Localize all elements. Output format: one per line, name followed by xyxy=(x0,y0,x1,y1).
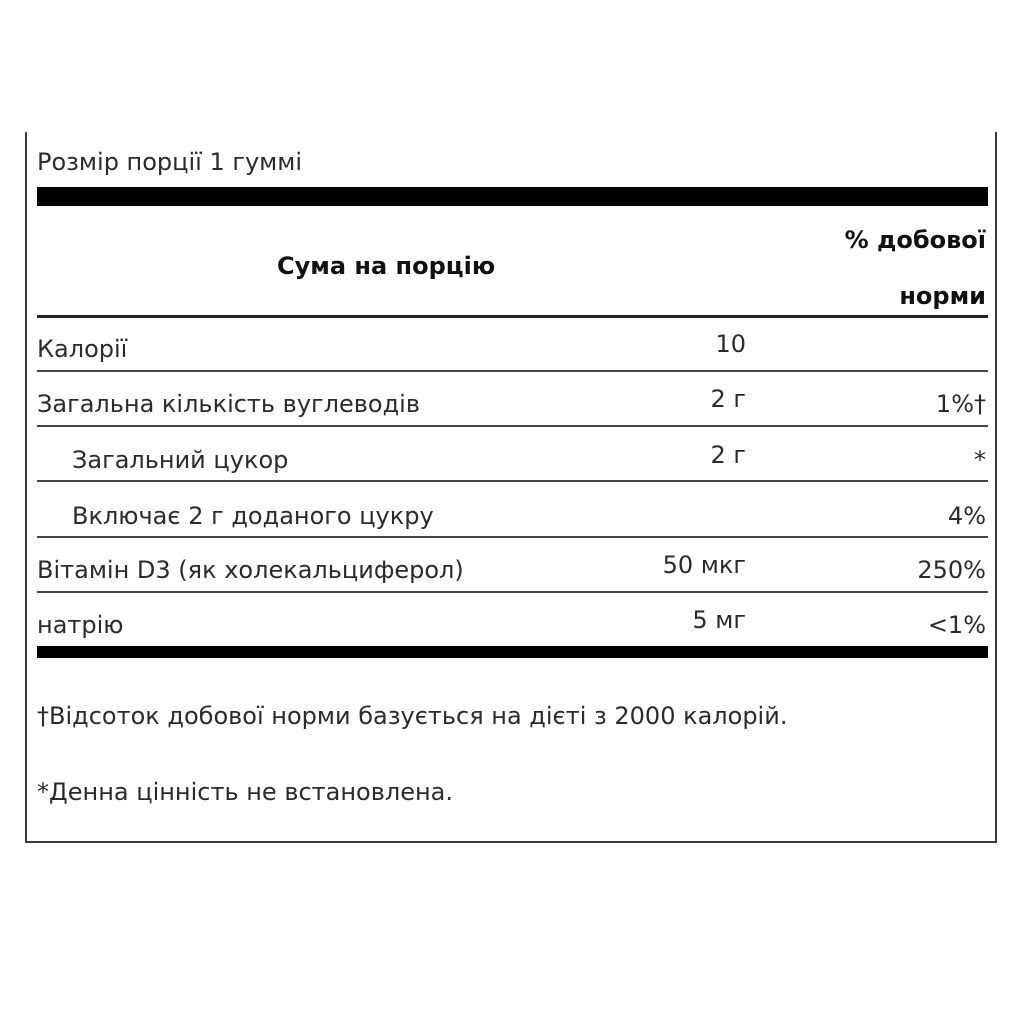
nutrient-name-vitamin-d3: Вітамін D3 (як холекальциферол) xyxy=(37,556,464,584)
nutrient-name-total-carbs: Загальна кількість вуглеводів xyxy=(37,390,420,418)
daily-value-header-line1: % добової xyxy=(844,226,986,254)
row-divider xyxy=(37,480,988,482)
serving-size: Розмір порції 1 гуммі xyxy=(37,148,303,176)
nutrition-facts-panel xyxy=(25,132,997,843)
nutrient-name-added-sugar: Включає 2 г доданого цукру xyxy=(72,502,434,530)
footnote-daily-value: †Відсоток добової норми базується на дієті з 2000 калорій. xyxy=(37,702,788,730)
row-divider xyxy=(37,536,988,538)
row-divider xyxy=(37,370,988,372)
nutrient-name-sodium: натрію xyxy=(37,611,124,639)
thick-divider-top xyxy=(37,187,988,206)
nutrient-dv-vitamin-d3: 250% xyxy=(917,556,986,584)
footnote-not-established: *Денна цінність не встановлена. xyxy=(37,778,454,806)
row-divider xyxy=(37,425,988,427)
thick-divider-bottom xyxy=(37,646,988,658)
row-divider xyxy=(37,591,988,593)
nutrient-amount-calories: 10 xyxy=(715,330,746,358)
nutrient-amount-total-sugar: 2 г xyxy=(710,441,746,469)
nutrient-amount-sodium: 5 мг xyxy=(692,606,746,634)
nutrient-name-calories: Калорії xyxy=(37,335,128,363)
daily-value-header-line2: норми xyxy=(899,282,986,310)
header-divider xyxy=(37,315,988,318)
nutrient-dv-added-sugar: 4% xyxy=(947,502,986,530)
nutrient-dv-total-carbs: 1%† xyxy=(935,390,986,418)
nutrient-dv-sodium: <1% xyxy=(927,611,986,639)
nutrient-amount-total-carbs: 2 г xyxy=(710,385,746,413)
amount-per-serving-header: Сума на порцію xyxy=(277,252,496,280)
nutrient-amount-vitamin-d3: 50 мкг xyxy=(662,551,746,579)
nutrient-name-total-sugar: Загальний цукор xyxy=(72,446,289,474)
nutrient-dv-total-sugar: * xyxy=(974,446,986,474)
